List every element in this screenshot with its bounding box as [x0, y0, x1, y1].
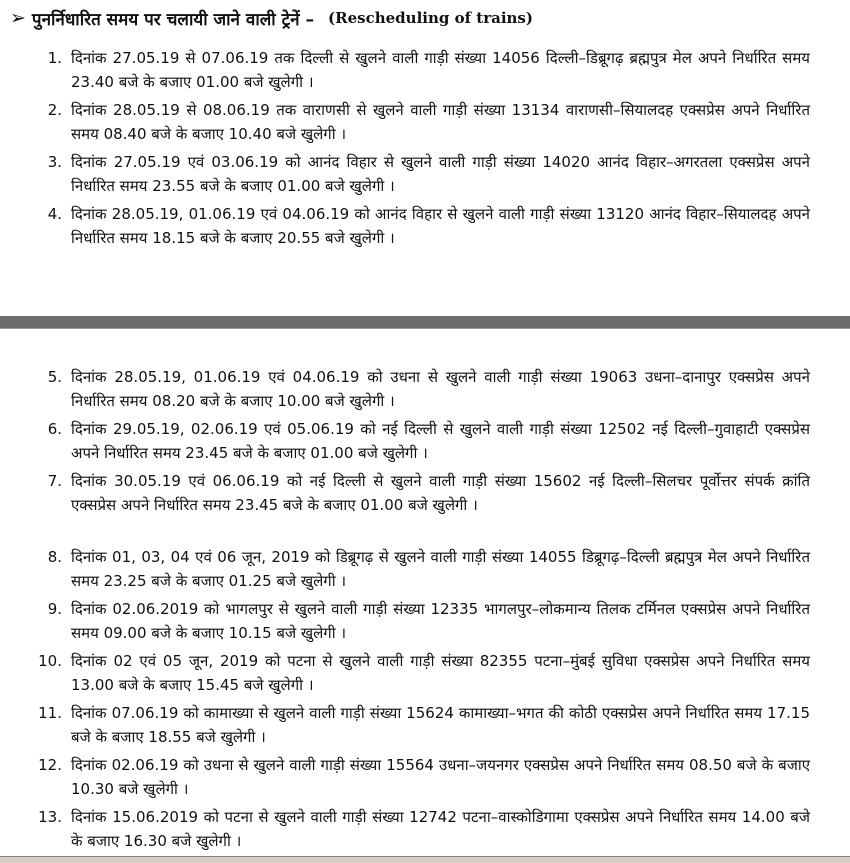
item-number: 5. — [47, 368, 62, 386]
item-text: दिनांक 02 एवं 05 जून, 2019 को पटना से खुलने वाली गाड़ी संख्या 82355 पटना–मुंबई सुविधा एक्सप्रेस अपने निर्धारित समय 13.00 बजे के बजाए 15.45 बजे खुलेगी । — [71, 652, 810, 694]
list-item — [0, 597, 850, 649]
item-number: 12. — [38, 756, 62, 774]
item-number: 4. — [47, 205, 62, 223]
item-text: दिनांक 28.05.19, 01.06.19 एवं 04.06.19 को उधना से खुलने वाली गाड़ी संख्या 19063 उधना–दानापुर एक्सप्रेस अपने निर्धारित समय 08.20 बजे के बजाए 10.00 बजे खुलेगी । — [71, 368, 810, 410]
item-text: दिनांक 02.06.19 को उधना से खुलने वाली गाड़ी संख्या 15564 उधना–जयनगर एक्सप्रेस अपने निर्धारित समय 08.50 बजे के बजाए 10.30 बजे खुलेगी । — [71, 756, 810, 798]
item-text: दिनांक 01, 03, 04 एवं 06 जून, 2019 को डिब्रूगढ़ से खुलने वाली गाड़ी संख्या 14055 डिब्रूगढ़–दिल्ली ब्रह्मपुत्र मेल अपने निर्धारित समय 23.25 बजे के बजाए 01.25 बजे खुलेगी । — [71, 548, 810, 590]
item-text: दिनांक 15.06.2019 को पटना से खुलने वाली गाड़ी संख्या 12742 पटना–वास्कोडिगामा एक्सप्रेस अपने निर्धारित समय 14.00 बजे के बजाए 16.30 बजे खुलेगी । — [71, 808, 810, 850]
train-list-top — [0, 46, 850, 254]
item-text: दिनांक 27.05.19 एवं 03.06.19 को आनंद विहार से खुलने वाली गाड़ी संख्या 14020 आनंद विहार–अगरतला एक्सप्रेस अपने निर्धारित समय 23.55 बजे के बजाए 01.00 बजे खुलेगी । — [71, 153, 810, 195]
train-list-bottom — [0, 365, 850, 857]
list-item — [0, 469, 850, 545]
item-number: 7. — [47, 472, 62, 490]
list-item — [0, 150, 850, 202]
item-text: दिनांक 30.05.19 एवं 06.06.19 को नई दिल्ली से खुलने वाली गाड़ी संख्या 15602 नई दिल्ली–सिलचर पूर्वोत्तर संपर्क क्रांति एक्सप्रेस अपने निर्धारित समय 23.45 बजे के बजाए 01.00 बजे खुलेगी । — [71, 472, 810, 514]
document-page-top — [0, 0, 850, 316]
item-text: दिनांक 29.05.19, 02.06.19 एवं 05.06.19 को नई दिल्ली से खुलने वाली गाड़ी संख्या 12502 नई दिल्ली–गुवाहाटी एक्सप्रेस अपने निर्धारित समय 23.45 बजे के बजाए 01.00 बजे खुलेगी । — [71, 420, 810, 462]
page-divider — [0, 316, 850, 328]
item-text: दिनांक 28.05.19 से 08.06.19 तक वाराणसी से खुलने वाली गाड़ी संख्या 13134 वाराणसी–सियालदह एक्सप्रेस अपने निर्धारित समय 08.40 बजे के बजाए 10.40 बजे खुलेगी । — [71, 101, 810, 143]
list-item — [0, 202, 850, 254]
item-text: दिनांक 02.06.2019 को भागलपुर से खुलने वाली गाड़ी संख्या 12335 भागलपुर–लोकमान्य तिलक टर्मिनल एक्सप्रेस अपने निर्धारित समय 09.00 बजे के बजाए 10.15 बजे खुलेगी । — [71, 600, 810, 642]
list-item — [0, 753, 850, 805]
item-number: 13. — [38, 808, 62, 826]
item-number: 1. — [47, 49, 62, 67]
document-page-bottom — [0, 328, 850, 856]
item-text: दिनांक 27.05.19 से 07.06.19 तक दिल्ली से खुलने वाली गाड़ी संख्या 14056 दिल्ली–डिब्रूगढ़ ब्रह्मपुत्र मेल अपने निर्धारित समय 23.40 बजे के बजाए 01.00 बजे खुलेगी । — [71, 49, 810, 91]
item-number: 9. — [47, 600, 62, 618]
list-item — [0, 98, 850, 150]
list-item — [0, 417, 850, 469]
section-heading — [10, 6, 533, 30]
list-item — [0, 365, 850, 417]
arrow-bullet-icon: ➢ — [10, 6, 26, 29]
item-number: 2. — [47, 101, 62, 119]
list-item — [0, 701, 850, 753]
item-number: 11. — [38, 704, 62, 722]
item-text: दिनांक 28.05.19, 01.06.19 एवं 04.06.19 को आनंद विहार से खुलने वाली गाड़ी संख्या 13120 आनंद विहार–सियालदह अपने निर्धारित समय 18.15 बजे के बजाए 20.55 बजे खुलेगी । — [71, 205, 810, 247]
item-number: 8. — [47, 548, 62, 566]
list-item — [0, 46, 850, 98]
list-item — [0, 649, 850, 701]
list-item — [0, 545, 850, 597]
item-number: 6. — [47, 420, 62, 438]
item-number: 3. — [47, 153, 62, 171]
item-text: दिनांक 07.06.19 को कामाख्या से खुलने वाली गाड़ी संख्या 15624 कामाख्या–भगत की कोठी एक्सप्रेस अपने निर्धारित समय 17.15 बजे के बजाए 18.55 बजे खुलेगी । — [71, 704, 810, 746]
item-number: 10. — [38, 652, 62, 670]
list-item — [0, 805, 850, 857]
heading-hindi: पुनर्निधारित समय पर चलायी जाने वाली ट्रेनें – — [31, 9, 315, 30]
heading-english: (Rescheduling of trains) — [328, 9, 533, 27]
